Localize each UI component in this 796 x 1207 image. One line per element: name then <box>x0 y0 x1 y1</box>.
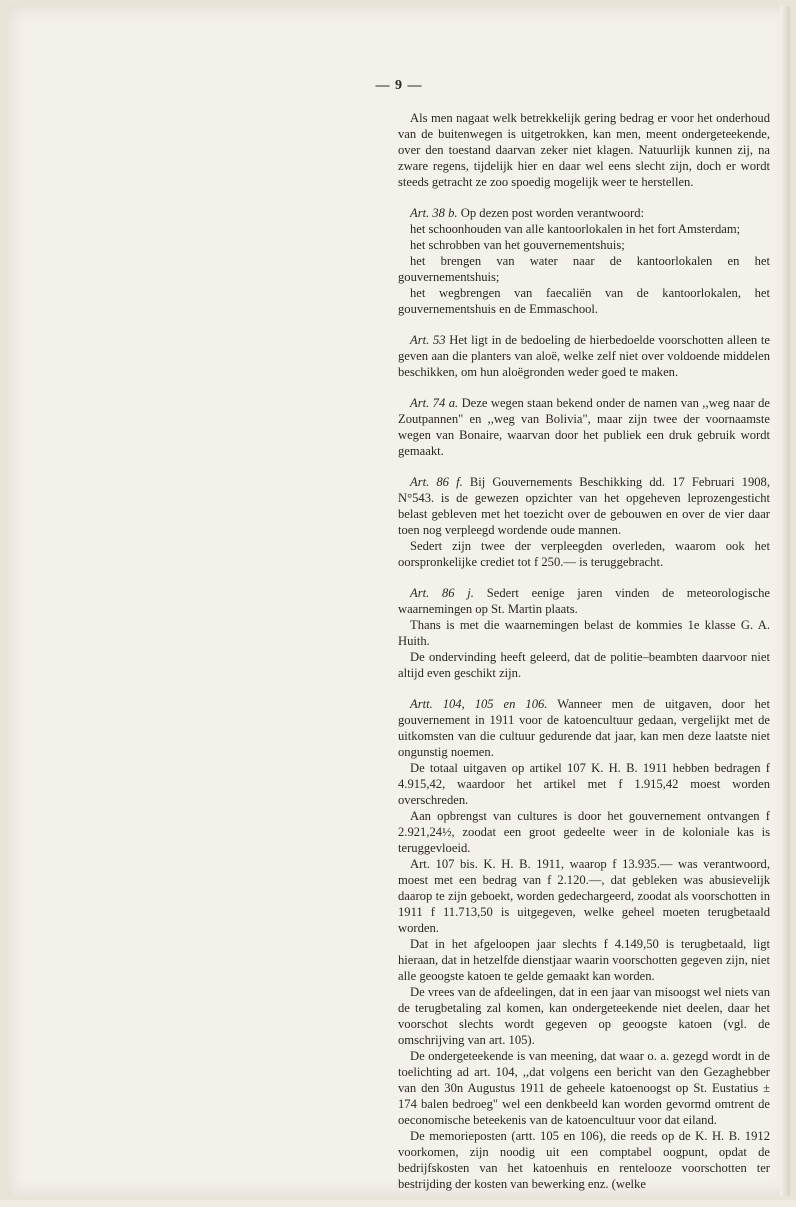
paragraph-text: De ondervinding heeft geleerd, dat de politie–beambten daarvoor niet altijd even geschikt zijn. <box>398 650 770 680</box>
paragraph-text: Bij Gouvernements Beschikking dd. 17 Februari 1908, N°543. is de gewezen opzichter van het opgeheven leprozengesticht belast gebleven met het toezicht over de gebouwen en over de vier daar toen nog verpleegd wordende oude mannen. <box>398 475 771 537</box>
paragraph-text: De vrees van de afdeelingen, dat in een jaar van misoogst wel niets van de terugbetaling zal komen, kan ondergeteekende niet deelen, daar het voorschot slechts wordt gegeven op geoogste katoen (vgl. de omschrijving van art. 105). <box>398 985 770 1047</box>
paragraph <box>398 696 770 760</box>
paragraph-text: Als men nagaat welk betrekkelijk gering bedrag er voor het onderhoud van de buitenwegen is uitgetrokken, kan men, meent ondergeteekende, over den toestand daarvan zeker niet klagen. Natuurlijk kunnen zij, na zware regens, tijdelijk hier en daar wel eens slecht zijn, doch er wordt steeds getracht ze zoo spoedig mogelijk weer te herstellen. <box>398 111 770 189</box>
paragraph-text: De memorieposten (artt. 105 en 106), die reeds op de K. H. B. 1912 voorkomen, zijn noodig uit een comptabel oogpunt, opdat de bedrijfskosten van het katoenhuis en rentelooze voorschotten ter bestrijding der kosten van bewerking enz. (welke <box>398 1129 770 1191</box>
paragraph <box>398 332 770 380</box>
paragraph <box>398 585 770 617</box>
paragraph <box>398 205 770 221</box>
paragraph <box>398 237 770 253</box>
article-reference: Art. 74 a. <box>410 396 459 410</box>
paragraph-text: het schoonhouden van alle kantoorlokalen in het fort Amsterdam; <box>410 222 741 236</box>
paragraph <box>398 984 770 1048</box>
paragraph-text: Deze wegen staan bekend onder de namen van ,,weg naar de Zoutpannen" en ,,weg van Bolivia", maar zijn twee der voornaamste wegen van Bonaire, waarvan door het publiek een druk gebruik wordt gemaakt. <box>398 396 770 458</box>
document-body <box>398 110 770 1207</box>
paragraph-text: Sedert eenige jaren vinden de meteorologische waarnemingen op St. Martin plaats. <box>398 586 771 616</box>
paragraph-text: De ondergeteekende is van meening, dat waar o. a. gezegd wordt in de toelichting ad art. 104, ,,dat volgens een bericht van den Gezaghebber van den 30n Augustus 1911 de geheele katoenoogst op St. Eustatius ± 174 balen bedroeg" wel een denkbeeld kan worden gevormd omtrent de oeconomische beteekenis van de katoencultuur voor dat eiland. <box>398 1049 770 1127</box>
paragraph-text: het wegbrengen van faecaliën van de kantoorlokalen, het gouvernementshuis en de Emmaschool. <box>398 286 770 316</box>
paragraph-text: Op dezen post worden verantwoord: <box>460 206 644 220</box>
paragraph <box>398 285 770 317</box>
paragraph-text: het brengen van water naar de kantoorlokalen en het gouvernementshuis; <box>398 254 770 284</box>
section <box>398 585 770 681</box>
paragraph <box>398 474 770 538</box>
paragraph <box>398 253 770 285</box>
paragraph-text: Art. 107 bis. K. H. B. 1911, waarop f 13.935.— was verantwoord, moest met een bedrag van f 2.120.—, dat gebleken was abusievelijk daarop te zijn geboekt, worden gedechargeerd, zoodat als voorschotten in 1911 f 11.713,50 is uitgegeven, welke geheel moeten terugbetaald worden. <box>398 857 770 935</box>
section <box>398 110 770 190</box>
section <box>398 332 770 380</box>
paragraph-text: De totaal uitgaven op artikel 107 K. H. B. 1911 hebben bedragen f 4.915,42, waardoor het artikel met f 1.915,42 moest worden overschreden. <box>398 761 770 807</box>
paragraph-text: Sedert zijn twee der verpleegden overleden, waarom ook het oorspronkelijke crediet tot f 250.— is teruggebracht. <box>398 539 770 569</box>
paragraph <box>398 110 770 190</box>
page-number: — 9 — <box>375 78 423 93</box>
section <box>398 474 770 570</box>
paragraph <box>398 1128 770 1192</box>
paragraph <box>398 395 770 459</box>
paragraph <box>398 856 770 936</box>
paragraph <box>398 760 770 808</box>
paragraph <box>398 1048 770 1128</box>
paragraph-text: Wanneer men de uitgaven, door het gouvernement in 1911 voor de katoencultuur gedaan, vergelijkt met de uitkomsten van die cultuur gedurende dat jaar, kan men deze laatste niet ongunstig noemen. <box>398 697 771 759</box>
article-reference: Artt. 104, 105 en 106. <box>410 697 548 711</box>
paragraph <box>398 936 770 984</box>
article-reference: Art. 86 f. <box>410 475 463 489</box>
section <box>398 696 770 1192</box>
article-reference: Art. 38 b. <box>410 206 458 220</box>
paragraph-text: Het ligt in de bedoeling de hierbedoelde voorschotten alleen te geven aan die planters van aloë, welke zelf niet over voldoende middelen beschikken, om hun aloëgronden weder goed te maken. <box>398 333 770 379</box>
paragraph <box>398 538 770 570</box>
paragraph-text: Thans is met die waarnemingen belast de kommies 1e klasse G. A. Huith. <box>398 618 770 648</box>
paragraph-text: Aan opbrengst van cultures is door het gouvernement ontvangen f 2.921,24½, zoodat een groot gedeelte weer in de koloniale kas is teruggevloeid. <box>398 809 770 855</box>
paragraph-text: Dat in het afgeloopen jaar slechts f 4.149,50 is terugbetaald, ligt hieraan, dat in hetzelfde dienstjaar waarin voorschotten gegeven zijn, niet alle geoogste katoen te gelde gemaakt kan worden. <box>398 937 770 983</box>
paragraph <box>398 221 770 237</box>
page-edge <box>780 6 790 1196</box>
paragraph-text: het schrobben van het gouvernementshuis; <box>410 238 625 252</box>
article-reference: Art. 53 <box>410 333 446 347</box>
section <box>398 205 770 317</box>
paragraph <box>398 649 770 681</box>
section <box>398 395 770 459</box>
paragraph <box>398 808 770 856</box>
article-reference: Art. 86 j. <box>410 586 474 600</box>
document-page <box>8 6 790 1196</box>
paragraph <box>398 617 770 649</box>
